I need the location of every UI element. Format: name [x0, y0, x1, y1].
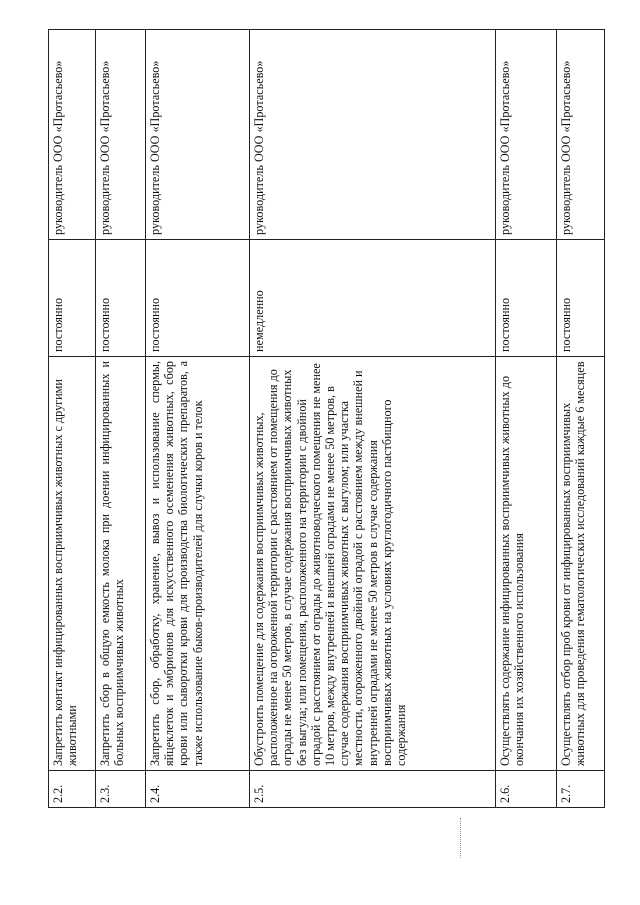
measure-text: Запретить сбор, обработку, хранение, вывоз и использование спермы, яйцеклеток и эмбрионов для искусственного осеменения животных, сбор крови или сыворотки крови для производства биологических препаратов, а также использование быков-производителей для случки коров и телок — [146, 356, 250, 770]
table-row — [496, 29, 557, 807]
measure-text: Осуществлять отбор проб крови от инфицированных восприимчивых животных для проведения гематологических исследований каждые 6 месяцев — [557, 356, 605, 770]
rotated-table-wrapper — [48, 30, 604, 808]
table-row — [557, 29, 605, 807]
responsible-text: руководитель ООО «Протасьево» — [250, 29, 496, 239]
table-row — [250, 29, 496, 807]
responsible-text: руководитель ООО «Протасьево» — [496, 29, 557, 239]
measure-text: Осуществлять содержание инфицированных восприимчивых животных до окончания их хозяйственного использования — [496, 356, 557, 770]
table-row — [49, 29, 96, 807]
row-number: 2.4. — [146, 771, 250, 808]
measures-table — [48, 29, 605, 808]
measure-text: Запретить сбор в общую емкость молока при доении инфицированных и больных восприимчивых животных — [96, 356, 146, 770]
table-row — [146, 29, 250, 807]
row-number: 2.6. — [496, 771, 557, 808]
scan-artifact-dots — [460, 818, 463, 858]
table-row — [96, 29, 146, 807]
responsible-text: руководитель ООО «Протасьево» — [49, 29, 96, 239]
row-number: 2.5. — [250, 771, 496, 808]
responsible-text: руководитель ООО «Протасьево» — [96, 29, 146, 239]
term-text: постоянно — [49, 239, 96, 356]
term-text: постоянно — [557, 239, 605, 356]
term-text: немедленно — [250, 239, 496, 356]
row-number: 2.2. — [49, 771, 96, 808]
responsible-text: руководитель ООО «Протасьево» — [146, 29, 250, 239]
row-number: 2.3. — [96, 771, 146, 808]
responsible-text: руководитель ООО «Протасьево» — [557, 29, 605, 239]
measure-text: Запретить контакт инфицированных восприимчивых животных с другими животными — [49, 356, 96, 770]
term-text: постоянно — [496, 239, 557, 356]
term-text: постоянно — [146, 239, 250, 356]
term-text: постоянно — [96, 239, 146, 356]
measure-text: Обустроить помещение для содержания восприимчивых животных, расположенное на огороженной территории с расстоянием от помещения до ограды не менее 50 метров, в случае содержания восприимчивых животных без выгула; или помещения, расположенного на территории с двойной оградой с расстоянием от ограды до животноводческого помещения не менее 10 метров, между внутренней и внешней оградами не менее 50 метров, в случае содержания восприимчивых животных с выгулом; или участка местности, огороженного двойной оградой с расстоянием между внешней и внутренней оградами не менее 50 метров в случае содержания восприимчивых животных на условиях круглогодичного пастбищного содержания — [250, 356, 496, 770]
row-number: 2.7. — [557, 771, 605, 808]
